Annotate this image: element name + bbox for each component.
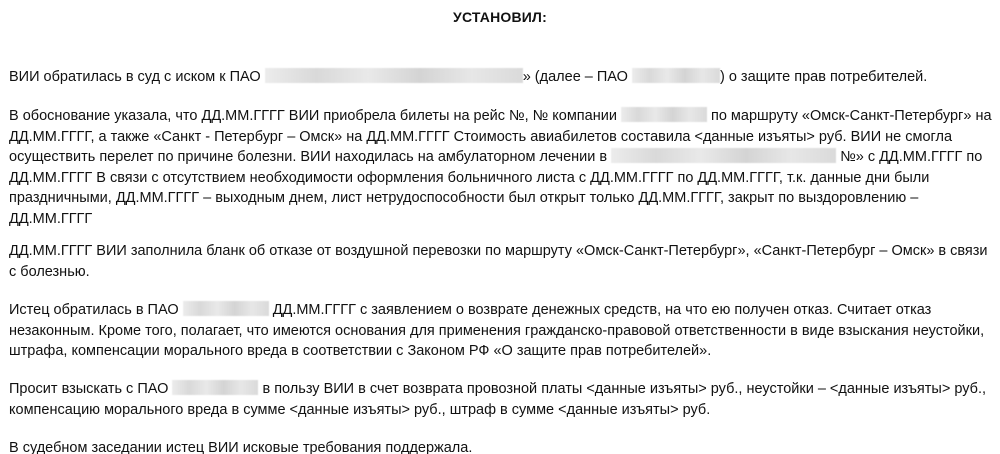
paragraph-refusal: ДД.ММ.ГГГГ ВИИ заполнила бланк об отказе от воздушной перевозки по маршруту «Омск-Санкт-Петербург», «Санкт-Петербург – Омск» в связи с болезнью. <box>9 243 988 280</box>
redacted-text <box>265 68 523 83</box>
redacted-text <box>621 107 707 122</box>
paragraph-claim <box>9 67 994 88</box>
paragraph-text: » (далее – ПАО <box>522 69 628 85</box>
document-heading: УСТАНОВИЛ: <box>453 9 547 25</box>
paragraph-text: ДД.ММ.ГГГГ с заявлением о возврате денежных средств, на что ею получен отказ. Считает отказ незаконным. Кроме того, полагает, что имеются основания для применения гражданско-правовой ответственности в виде взыскания неустойки, штрафа, компенсации морального вреда в соответствии с Законом РФ «О защите прав потребителей». <box>9 302 985 359</box>
redacted-text <box>183 301 269 316</box>
paragraph-grounds <box>9 106 994 229</box>
paragraph-hearing: В судебном заседании истец ВИИ исковые требования поддержала. <box>9 440 473 454</box>
redacted-text <box>172 380 258 395</box>
redacted-text <box>611 148 836 163</box>
paragraph-text: Истец обратилась в ПАО <box>9 302 179 318</box>
paragraph-text: №» с ДД.ММ.ГГГГ по ДД.ММ.ГГГГ В связи с отсутствием необходимости оформления больничного листа с ДД.ММ.ГГГГ по ДД.ММ.ГГГГ, т.к. данные дни были праздничными, ДД.ММ.ГГГГ – выходным днем, лист нетрудоспособности был открыт только ДД.ММ.ГГГГ, закрыт по выздоровлению – ДД.ММ.ГГГГ <box>9 149 983 227</box>
paragraph-text: ) о защите прав потребителей. <box>719 69 928 85</box>
paragraph-request <box>9 300 994 362</box>
paragraph-text: ВИИ обратилась в суд с иском к ПАО <box>9 69 261 85</box>
paragraph-text: по маршруту «Омск-Санкт-Петербург» на ДД.ММ.ГГГГ, а также «Санкт - Петербург – Омск» на ДД.ММ.ГГГГ Стоимость авиабилетов составила <данные изъяты> руб. ВИИ не смогла осуществить перелет по причине болезни. ВИИ находилась на амбулаторном лечении в <box>9 108 992 165</box>
paragraph-text: Просит взыскать с ПАО <box>9 381 169 397</box>
paragraph-demands <box>9 379 994 420</box>
paragraph-text: в пользу ВИИ в счет возврата провозной платы <данные изъяты> руб., неустойки – <данные изъяты> руб., компенсацию морального вреда в сумме <данные изъяты> руб., штраф в сумме <данные изъяты> руб. <box>9 381 987 418</box>
paragraph-text: В обоснование указала, что ДД.ММ.ГГГГ ВИИ приобрела билеты на рейс №, № компании <box>9 108 617 124</box>
redacted-text <box>632 68 720 83</box>
